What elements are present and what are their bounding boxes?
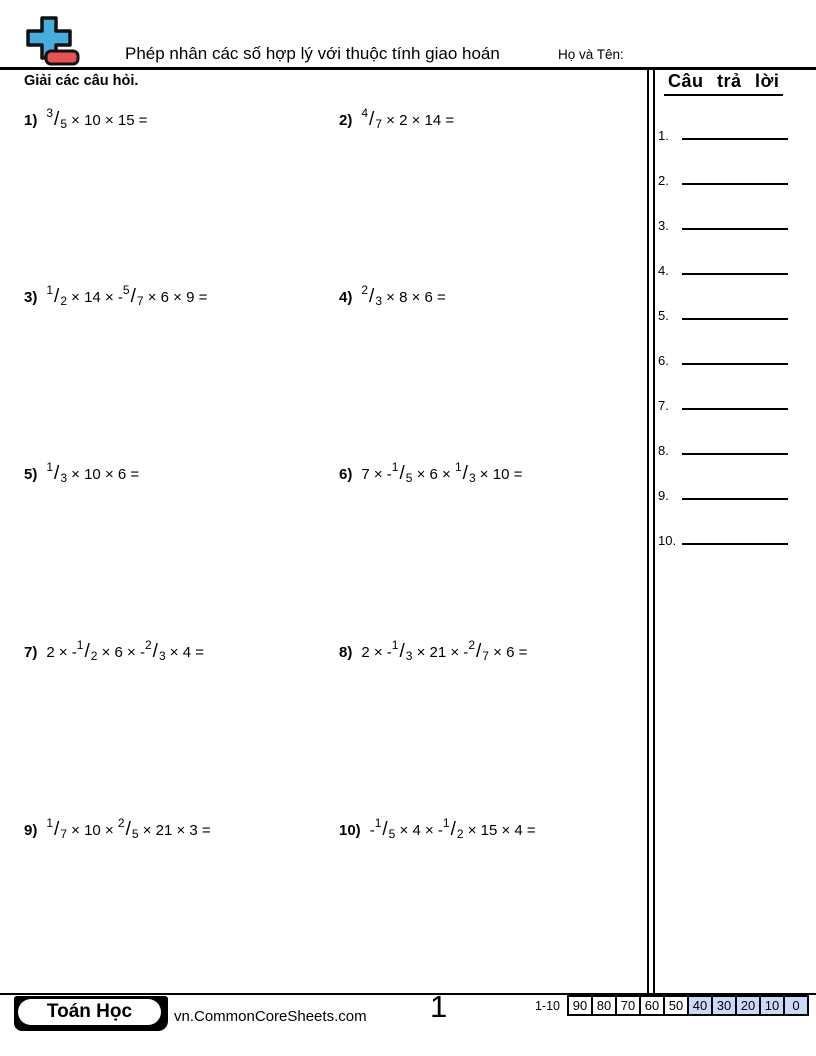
subject-badge-label: Toán Học — [18, 999, 161, 1025]
problem-expression: $^4/_7 \times 2 \times 14$ = — [361, 106, 455, 131]
fraction: $^1/_2$ — [76, 638, 98, 663]
problem-number: 8) — [339, 644, 353, 661]
grade-cell-50: 50 — [663, 995, 689, 1016]
answer-number: 10. — [658, 533, 677, 548]
fraction: $^1/_5$ — [391, 460, 413, 485]
answers-divider-line-outer — [647, 70, 649, 993]
problem-3 — [24, 277, 207, 314]
math-plus-icon — [24, 16, 82, 68]
fraction: $^5/_7$ — [122, 283, 144, 308]
fraction: $^1/_3$ — [454, 460, 476, 485]
problem-number: 2) — [339, 112, 353, 129]
answer-row-6 — [658, 350, 788, 370]
student-name-label: Họ và Tên: — [558, 47, 624, 62]
problem-number: 9) — [24, 822, 38, 839]
minus-shape — [46, 51, 78, 64]
page-number: 1 — [430, 989, 448, 1024]
problem-number: 6) — [339, 466, 353, 483]
answer-number: 6. — [658, 353, 669, 368]
problem-7 — [24, 632, 204, 669]
fraction: $^1/_2$ — [46, 283, 67, 308]
problem-expression: $2 \times -^1/_3 \times 21 \times -^2/_7 \times 6$ = — [361, 638, 528, 663]
answer-blank[interactable] — [682, 530, 788, 545]
grade-scale-cells — [567, 995, 809, 1016]
fraction: $^3/_5$ — [46, 106, 67, 131]
answer-number: 1. — [658, 128, 669, 143]
answers-divider-line-inner — [653, 70, 655, 993]
problem-expression: $-^1/_5 \times 4 \times -^1/_2 \times 15 \times 4$ = — [369, 816, 536, 841]
fraction: $^1/_5$ — [374, 816, 396, 841]
subject-badge — [14, 996, 168, 1031]
answer-blank[interactable] — [682, 350, 788, 365]
website-text: vn.CommonCoreSheets.com — [174, 1008, 367, 1025]
grade-cell-60: 60 — [639, 995, 665, 1016]
answer-blank[interactable] — [682, 125, 788, 140]
problem-10 — [339, 810, 536, 847]
answer-row-3 — [658, 215, 788, 235]
problem-9 — [24, 810, 211, 847]
answer-number: 2. — [658, 173, 669, 188]
answer-blank[interactable] — [682, 395, 788, 410]
answer-row-8 — [658, 440, 788, 460]
problem-expression: $^1/_2 \times 14 \times -^5/_7 \times 6 \times 9$ = — [46, 283, 208, 308]
problem-expression: $^1/_7 \times 10 \times ^2/_5 \times 21 \times 3$ = — [46, 816, 211, 841]
problem-expression: $7 \times -^1/_5 \times 6 \times ^1/_3 \times 10$ = — [361, 460, 523, 485]
header-divider — [0, 67, 816, 70]
answer-row-2 — [658, 170, 788, 190]
fraction: $^4/_7$ — [361, 106, 382, 131]
fraction: $^2/_3$ — [361, 283, 382, 308]
answer-number: 3. — [658, 218, 669, 233]
fraction: $^2/_3$ — [144, 638, 166, 663]
answer-row-9 — [658, 485, 788, 505]
answer-blank[interactable] — [682, 485, 788, 500]
problem-expression: $^2/_3 \times 8 \times 6$ = — [361, 283, 446, 308]
grade-cell-30: 30 — [711, 995, 737, 1016]
answer-row-5 — [658, 305, 788, 325]
problem-8 — [339, 632, 527, 669]
problem-1 — [24, 100, 148, 137]
fraction: $^1/_2$ — [442, 816, 464, 841]
answer-row-4 — [658, 260, 788, 280]
problem-expression: $2 \times -^1/_2 \times 6 \times -^2/_3 \times 4$ = — [46, 638, 204, 663]
problem-number: 3) — [24, 289, 38, 306]
problem-4 — [339, 277, 446, 314]
grade-cell-80: 80 — [591, 995, 617, 1016]
problem-number: 1) — [24, 112, 38, 129]
fraction: $^1/_3$ — [391, 638, 413, 663]
answer-blank[interactable] — [682, 305, 788, 320]
answer-number: 4. — [658, 263, 669, 278]
answer-row-7 — [658, 395, 788, 415]
fraction: $^2/_7$ — [468, 638, 489, 663]
problem-2 — [339, 100, 454, 137]
answers-heading: Câu trả lời — [664, 71, 783, 96]
grade-cell-90: 90 — [567, 995, 593, 1016]
grade-range-label: 1-10 — [534, 999, 560, 1013]
answer-number: 7. — [658, 398, 669, 413]
fraction: $^1/_3$ — [46, 460, 67, 485]
answer-blank[interactable] — [682, 260, 788, 275]
problem-number: 10) — [339, 822, 361, 839]
answer-row-1 — [658, 125, 788, 145]
grade-cell-70: 70 — [615, 995, 641, 1016]
grade-cell-20: 20 — [735, 995, 761, 1016]
grade-cell-0: 0 — [783, 995, 809, 1016]
answer-number: 9. — [658, 488, 669, 503]
problem-expression: $^1/_3 \times 10 \times 6$ = — [46, 460, 140, 485]
problem-expression: $^3/_5 \times 10 \times 15$ = — [46, 106, 148, 131]
answer-number: 5. — [658, 308, 669, 323]
grade-cell-10: 10 — [759, 995, 785, 1016]
problem-number: 5) — [24, 466, 38, 483]
answer-row-10 — [658, 530, 788, 550]
fraction: $^1/_7$ — [46, 816, 67, 841]
answer-number: 8. — [658, 443, 669, 458]
fraction: $^2/_5$ — [117, 816, 139, 841]
questions-instruction: Giải các câu hỏi. — [24, 73, 139, 89]
problem-number: 4) — [339, 289, 353, 306]
answer-blank[interactable] — [682, 170, 788, 185]
problem-number: 7) — [24, 644, 38, 661]
grade-cell-40: 40 — [687, 995, 713, 1016]
answer-blank[interactable] — [682, 440, 788, 455]
page-title: Phép nhân các số hợp lý với thuộc tính giao hoán — [125, 44, 500, 63]
problem-6 — [339, 454, 522, 491]
answer-blank[interactable] — [682, 215, 788, 230]
problem-5 — [24, 454, 139, 491]
